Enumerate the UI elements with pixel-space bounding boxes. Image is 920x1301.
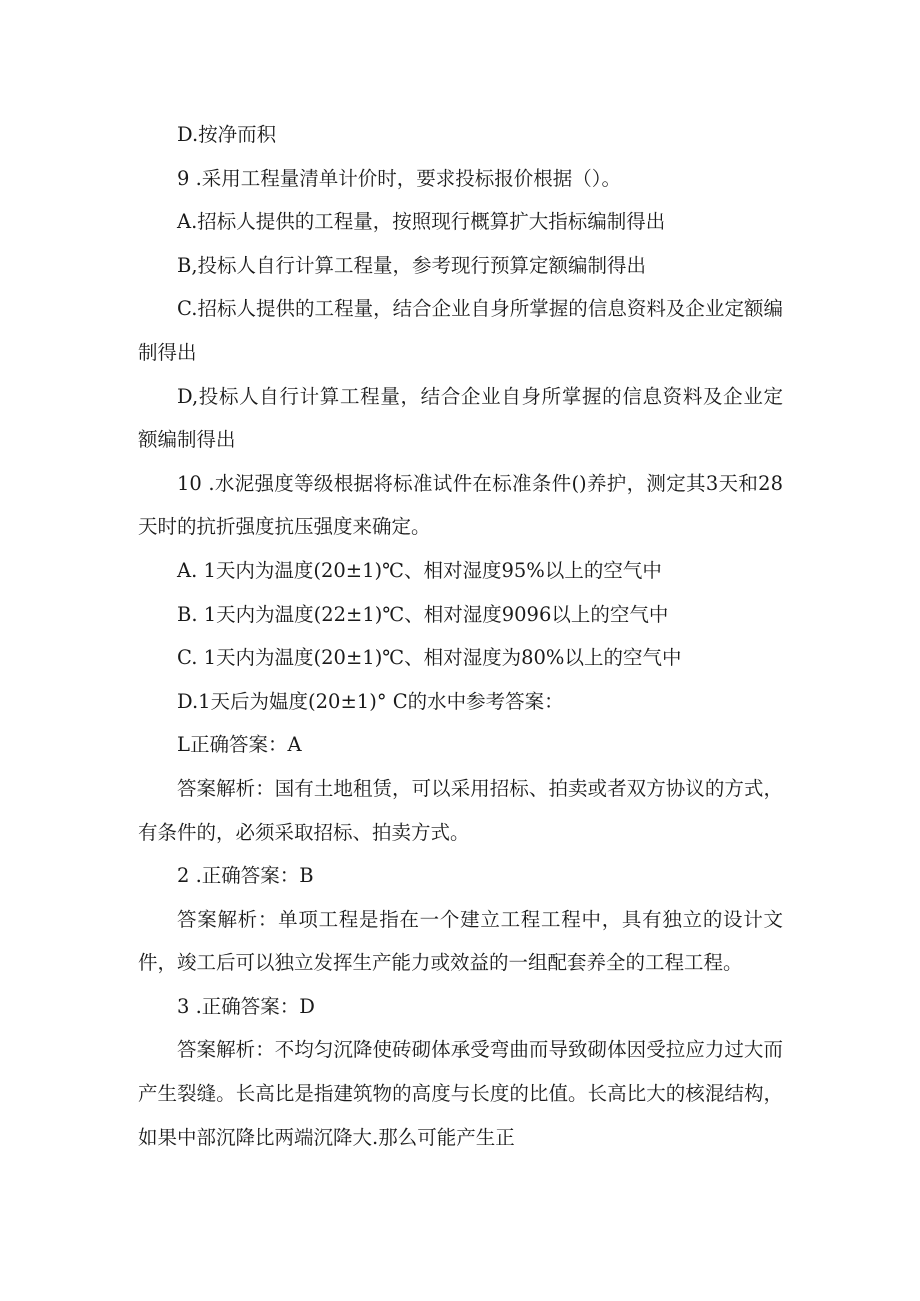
question-10: 10 .水泥强度等级根据将标准试件在标准条件()养护，测定其3天和28天时的抗折强度抗压强度来确定。 — [138, 471, 783, 539]
answer-2-explanation: 答案解析：单项工程是指在一个建立工程工程中，具有独立的设计文件，竣工后可以独立发挥生产能力或效益的一组配套养全的工程工程。 — [138, 907, 783, 975]
question-9-option-a: A.招标人提供的工程量，按照现行概算扩大指标编制得出 — [177, 210, 666, 234]
answer-2: 2 .正确答案：B — [177, 864, 314, 888]
answer-3-explanation: 答案解析：不均匀沉降使砖砌体承受弯曲而导致砌体因受拉应力过大而产生裂缝。长高比是指建筑物的高度与长度的比值。长高比大的核混结构，如果中部沉降比两端沉降大.那么可能产生正 — [138, 1038, 783, 1149]
answer-1: L正确答案：A — [177, 733, 302, 757]
question-10-option-c: C. 1天内为温度(20±1)℃、相对湿度为80%以上的空气中 — [177, 646, 682, 670]
question-9: 9 .采用工程量清单计价时，要求投标报价根据（）。 — [177, 166, 622, 190]
question-9-option-d: D,投标人自行计算工程量，结合企业自身所掌握的信息资料及企业定额编制得出 — [138, 384, 783, 452]
document-body — [138, 113, 783, 1159]
question-9-option-b: B,投标人自行计算工程量，参考现行预算定额编制得出 — [177, 253, 647, 277]
answer-3: 3 .正确答案：D — [177, 994, 315, 1018]
option-d-previous-question: D.按净而积 — [177, 123, 277, 146]
question-10-option-a: A. 1天内为温度(20±1)℃、相对湿度95%以上的空气中 — [177, 558, 662, 582]
answer-1-explanation: 答案解析：国有土地租赁，可以采用招标、拍卖或者双方协议的方式，有条件的，必须采取招标、拍卖方式。 — [138, 776, 783, 844]
question-10-option-d: D.1天后为媪度(20±1)° C的水中参考答案： — [177, 689, 564, 713]
question-9-option-c: C.招标人提供的工程量，结合企业自身所掌握的信息资料及企业定额编制得出 — [138, 297, 783, 364]
question-10-option-b: B. 1天内为温度(22±1)℃、相对湿度9096以上的空气中 — [177, 602, 669, 626]
